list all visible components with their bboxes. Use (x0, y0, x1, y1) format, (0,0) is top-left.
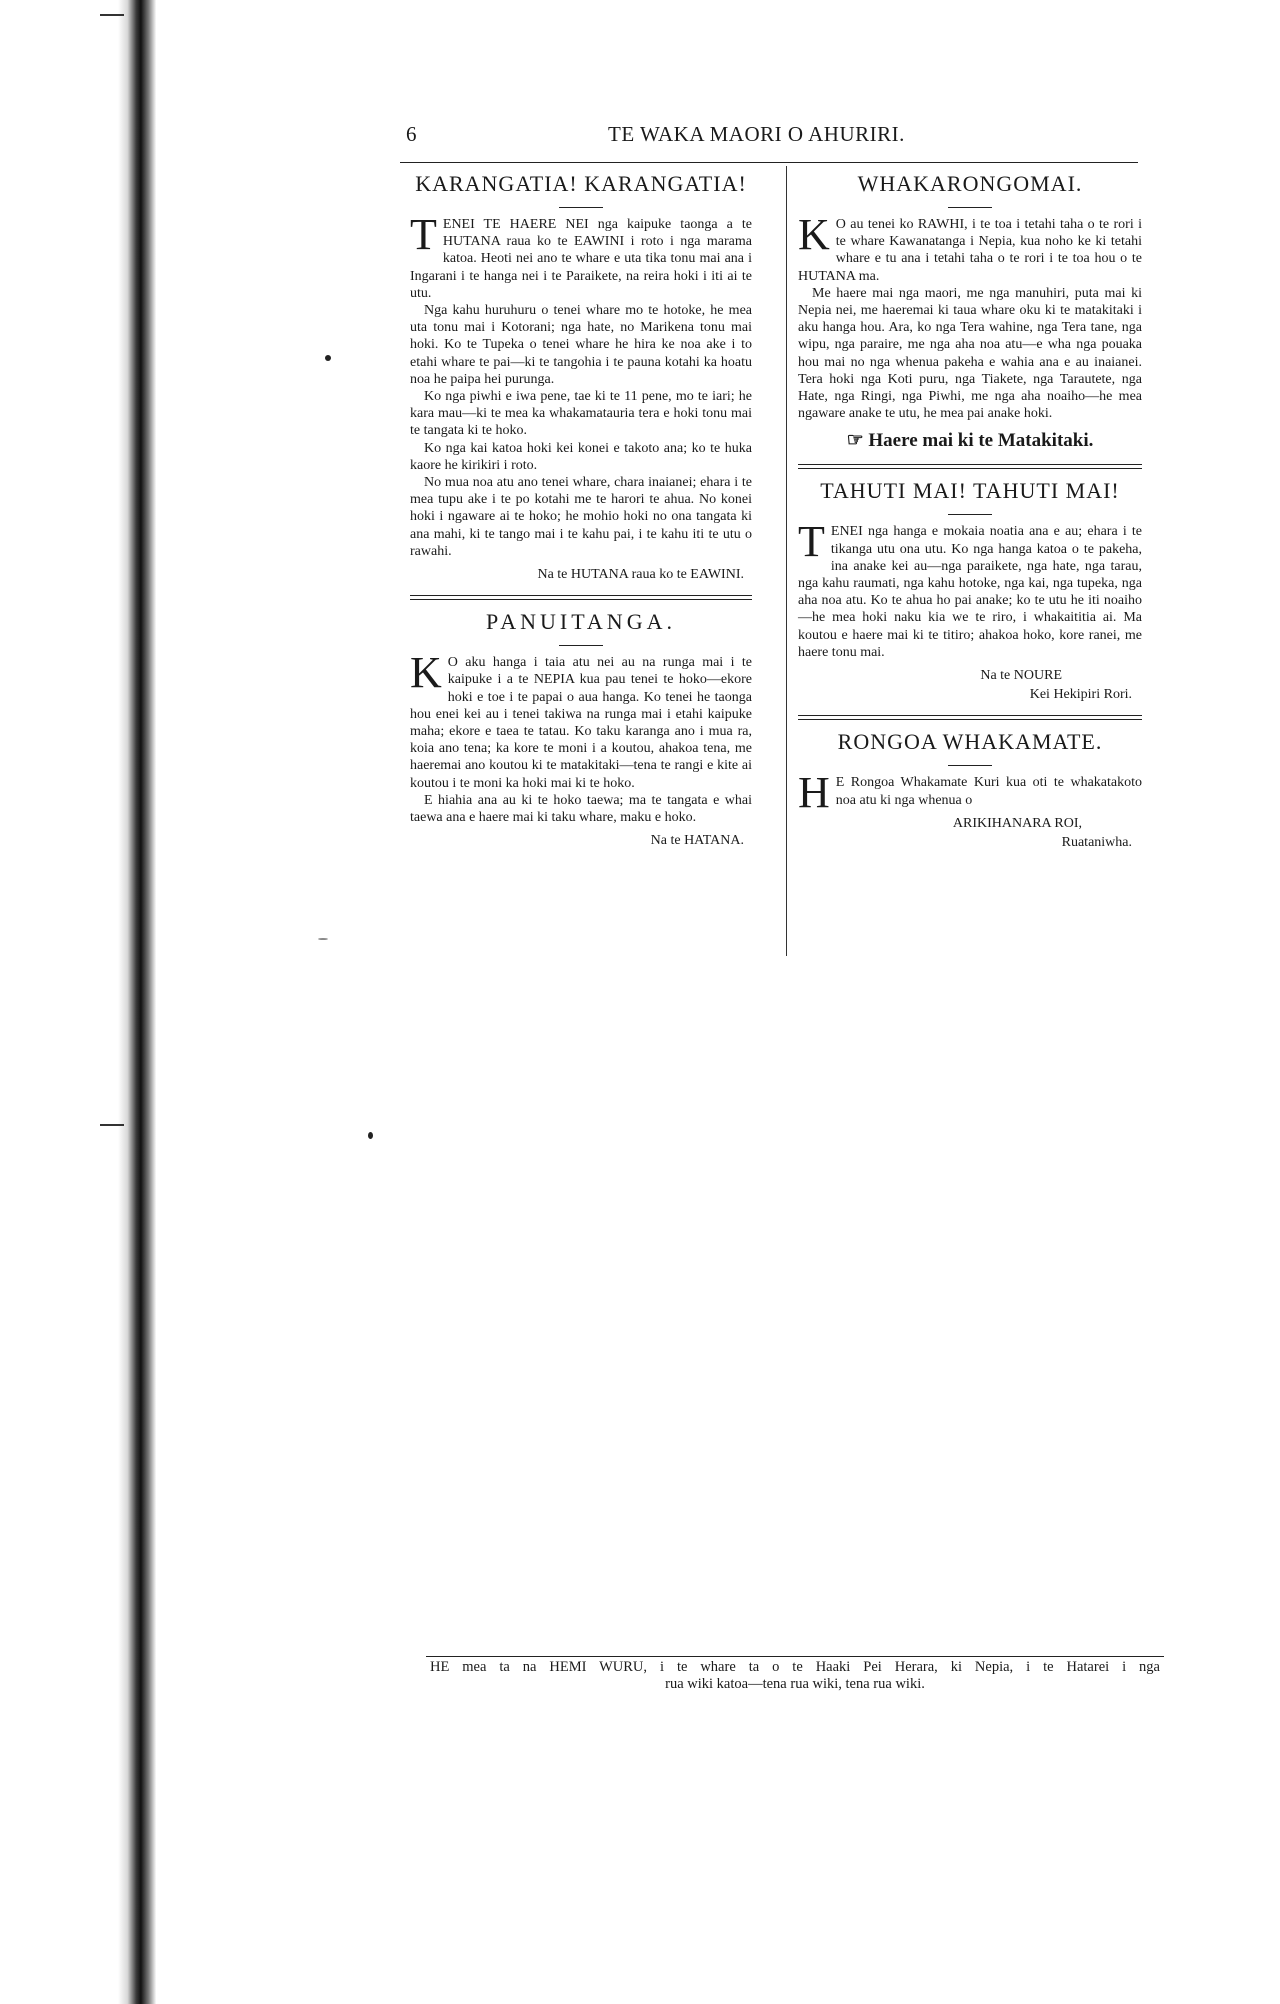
drop-cap: T (798, 517, 825, 567)
imprint-footer (430, 1659, 1160, 1693)
article-signature-place: Ruataniwha. (1061, 835, 1132, 851)
article-signature: Na te HATANA. (650, 833, 744, 849)
article-paragraph: TENEI TE HAERE NEI nga kaipuke taonga a te HUTANA raua ko te EAWINI i roto i nga marama katoa. Heoti nei ano te whare e uta tika tonu mai ana i Ingarani i te hanga nei i te Paraikete, na reira hoki i iti ai te utu. (410, 210, 752, 301)
article-separator (798, 715, 1142, 720)
heading-rule (559, 645, 603, 646)
article-paragraph: Nga kahu huruhuru o tenei whare mo te hotoke, he mea uta tonu mai i Kotorani; nga hate, no Marikena tonu mai hoki. Ko te Tupeka o tenei whare he hira ke noa ake i to etahi whare te pai—ki te tangohia i te pauna kotahi ka hoatu noa he paipa hei purunga. (410, 303, 752, 387)
page-header (400, 118, 1138, 150)
scan-speck (368, 1132, 373, 1139)
scan-speck (325, 355, 331, 361)
article-paragraph: Ko nga piwhi e iwa pene, tae ki te 11 pene, mo te iari; he kara mau—ki te mea ka whakamatauria tera e hoki tonu mai te tangata ki te hoko. (410, 389, 752, 439)
header-rule (400, 162, 1138, 163)
article-paragraph: E hiahia ana au ki te hoko taewa; ma te tangata e whai taewa ana e haere mai ki taku whare, maku e hoko. (410, 792, 752, 826)
page-binding-edge (118, 0, 156, 2004)
article-heading: PANUITANGA. (486, 609, 676, 635)
left-column (410, 166, 752, 850)
article-heading: WHAKARONGOMAI. (857, 171, 1083, 196)
article-paragraph: No mua noa atu ano tenei whare, chara inaianei; ehara i te mea tupu ake i te po kotahi me te harori te ahua. No konei hoki i ngaware ai te hoko; he mohio hoki no ona tangata ki ana mahi, ki te tango mai i te kahu pai, i te kahu iti te utu o rawahi. (410, 475, 752, 559)
article-karangatia (410, 170, 752, 583)
binding-mark (100, 14, 124, 16)
imprint-line: rua wiki katoa—tena rua wiki, tena rua wiki. (665, 1676, 925, 1692)
article-heading: TAHUTI MAI! TAHUTI MAI! (820, 478, 1120, 504)
drop-cap: K (798, 210, 830, 259)
article-signature: Na te HUTANA raua ko te EAWINI. (537, 567, 744, 583)
callout-text: Haere mai ki te Matakitaki. (868, 430, 1094, 452)
column-rule (786, 166, 787, 956)
article-paragraph: Me haere mai nga maori, me nga manuhiri, puta mai ki Nepia nei, me haeremai ki taua whare oku ki te matakitaki i aku hanga hou. Ara, ko nga Tera wahine, nga Tera tane, nga wipu, nga paraire, me nga aha noa atu—e wha nga pouaka hou mai no nga whenua pakeha e wahia ana e au inaianei. Tera hoki nga Koti puru, nga Tiakete, nga Tarautete, nga Hate, nga Ringi, nga Piwhi, me nga aha noaiho—he mea ngaware anake te utu, he mea pai anake hoki. (798, 285, 1142, 422)
newspaper-title: TE WAKA MAORI O AHURIRI. (608, 122, 905, 146)
scan-speck (318, 938, 328, 940)
page-number: 6 (406, 122, 417, 146)
article-signature-place: Kei Hekipiri Rori. (1029, 687, 1132, 703)
callout (798, 430, 1142, 452)
drop-cap: H (798, 768, 830, 818)
imprint-line: HE mea ta na HEMI WURU, i te whare ta o te Haaki Pei Herara, ki Nepia, i te Hatarei i nga (430, 1659, 1160, 1675)
article-paragraph: K O aku hanga i taia atu nei au na runga mai i te kaipuke i a te NEPIA kua pau tenei te hoko—ekore hoki e toe i te papai o aua hanga. Ko tenei he taonga hou enei kei au i tenei takiwa na runga mai i etahi kaipuke maha; ekore e taea te tatau. Ko taku karanga ano i mua ra, koia ano tena; ka kore te moni i a koutou, ahakoa tena, me haeremai ano koutou ki te matakitaki—tena te rangi e kite ai koutou i te moni ka hoki mai ki te hoko. (410, 648, 752, 791)
footer-rule (426, 1656, 1164, 1657)
article-heading: KARANGATIA! KARANGATIA! (415, 171, 747, 196)
article-heading: RONGOA WHAKAMATE. (837, 729, 1103, 755)
heading-rule (948, 514, 992, 515)
right-column (798, 166, 1142, 851)
drop-cap: T (410, 210, 437, 259)
heading-rule (948, 207, 992, 208)
article-whakarongomai (798, 170, 1142, 452)
heading-rule (948, 765, 992, 766)
article-separator (798, 464, 1142, 469)
article-rongoa (798, 728, 1142, 851)
article-paragraph: Ko nga kai katoa hoki kei konei e takoto ana; ko te huka kaore he kirikiri i roto. (410, 440, 752, 473)
article-separator (410, 595, 752, 600)
drop-cap: K (410, 648, 442, 698)
article-signature: Na te NOURE (980, 668, 1062, 684)
article-paragraph: H E Rongoa Whakamate Kuri kua oti te whakatakoto noa atu ki nga whenua o (798, 768, 1142, 818)
article-tahuti (798, 477, 1142, 703)
pointing-hand-icon: ☞ (846, 430, 864, 452)
article-paragraph: K O au tenei ko RAWHI, i te toa i tetahi taha o te rori i te whare Kawanatanga i Nepia, kua noho ke ki tetahi whare e tu ana i tetahi taha o te rori i te toa hou o te HUTANA ma. (798, 210, 1142, 284)
binding-mark (100, 1124, 124, 1126)
article-paragraph: TENEI nga hanga e mokaia noatia ana e au; ehara i te tikanga utu ona utu. Ko nga hanga katoa o te pakeha, ina anake kei au—nga paraikete, nga hate, nga tarau, nga kahu raumati, nga kahu hotoke, nga kai, nga tupeka, nga aha noa atu. Ko te ahua ho pai anake; ko te utu he iti noaiho—he mea hoki naku kia we te riro, i whakaititia ai. Ma koutou e haere mai ki te titiro; ahakoa hoko, kore ranei, me haere tonu mai. (798, 517, 1142, 660)
article-signature: ARIKIHANARA ROI, (952, 815, 1082, 831)
heading-rule (559, 207, 603, 208)
article-panuitanga (410, 608, 752, 849)
